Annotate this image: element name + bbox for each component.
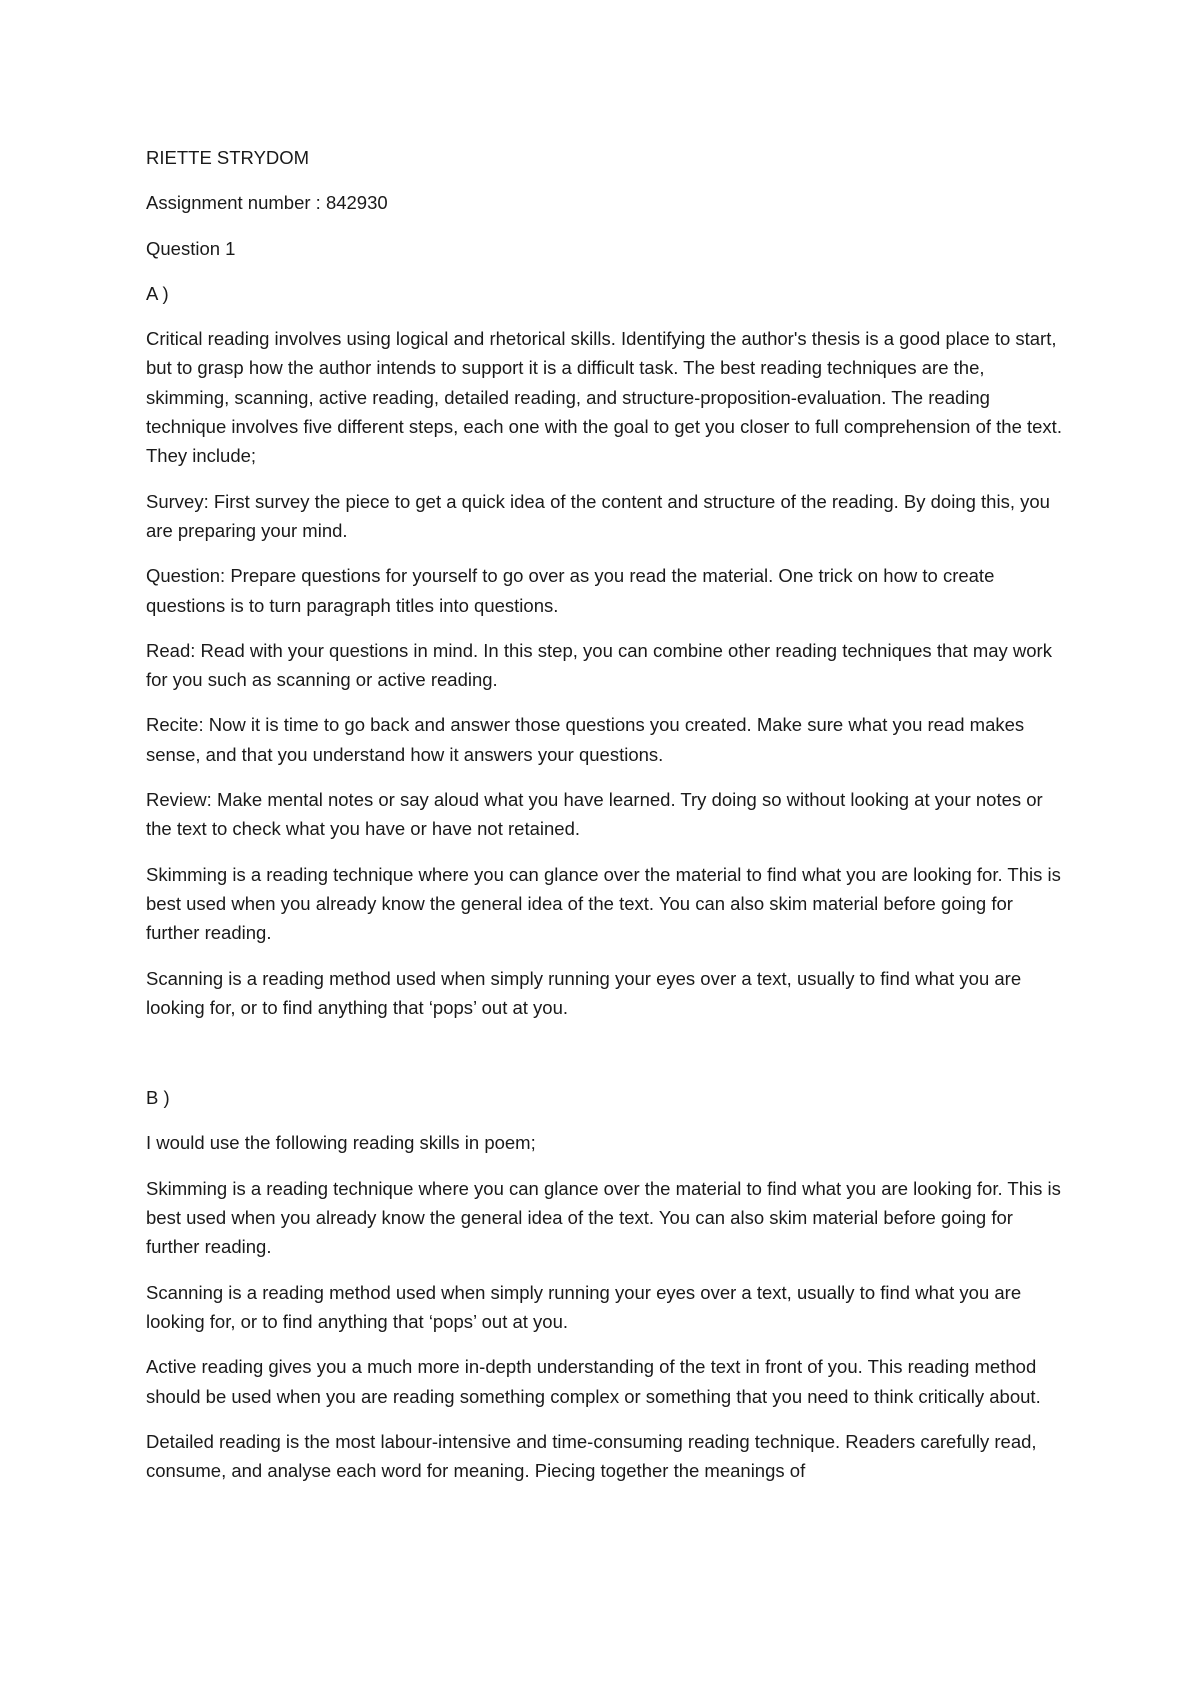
section-spacer [146, 1038, 1066, 1083]
paragraph: Detailed reading is the most labour-intensive and time-consuming reading technique. Readers carefully read, consume, and analyse each word for meaning. Piecing together the meanings of [146, 1430, 1037, 1482]
author-name: RIETTE STRYDOM [146, 147, 310, 168]
document-body [146, 143, 1066, 1501]
section-b-label: B ) [146, 1087, 170, 1109]
paragraph: Critical reading involves using logical and rhetorical skills. Identifying the author's thesis is a good place to start, but to grasp how the author intends to support it is a difficult task. The best reading techniques are the, skimming, scanning, active reading, detailed reading, and structure-proposition-evaluation. The reading technique involves five different steps, each one with the goal to get you closer to full comprehension of the text. They include; [146, 328, 1062, 467]
paragraph: Scanning is a reading method used when simply running your eyes over a text, usually to find what you are looking for, or to find anything that ‘pops’ out at you. [146, 967, 1022, 1018]
paragraph: Question: Prepare questions for yourself to go over as you read the material. One trick on how to create questions is to turn paragraph titles into questions. [146, 565, 995, 616]
paragraph: Recite: Now it is time to go back and answer those questions you created. Make sure what you read makes sense, and that you understand how it answers your questions. [146, 714, 1025, 765]
section-a-label: A ) [146, 282, 169, 304]
paragraph: Review: Make mental notes or say aloud what you have learned. Try doing so without looking at your notes or the text to check what you have or have not retained. [146, 789, 1043, 840]
question-heading: Question 1 [146, 237, 236, 259]
paragraph: Read: Read with your questions in mind. In this step, you can combine other reading techniques that may work for you such as scanning or active reading. [146, 639, 1052, 691]
paragraph: Survey: First survey the piece to get a quick idea of the content and structure of the reading. By doing this, you are preparing your mind. [146, 490, 1050, 541]
paragraph: Skimming is a reading technique where you can glance over the material to find what you are looking for. This is best used when you already know the general idea of the text. You can also skim material before going for further reading. [146, 863, 1061, 944]
paragraph: Skimming is a reading technique where you can glance over the material to find what you are looking for. This is best used when you already know the general idea of the text. You can also skim material before going for further reading. [146, 1177, 1061, 1258]
paragraph: I would use the following reading skills in poem; [146, 1132, 536, 1154]
assignment-number: Assignment number : 842930 [146, 192, 388, 214]
paragraph: Scanning is a reading method used when simply running your eyes over a text, usually to find what you are looking for, or to find anything that ‘pops’ out at you. [146, 1281, 1022, 1332]
paragraph: Active reading gives you a much more in-depth understanding of the text in front of you. This reading method should be used when you are reading something complex or something that you need to think critically about. [146, 1356, 1041, 1407]
